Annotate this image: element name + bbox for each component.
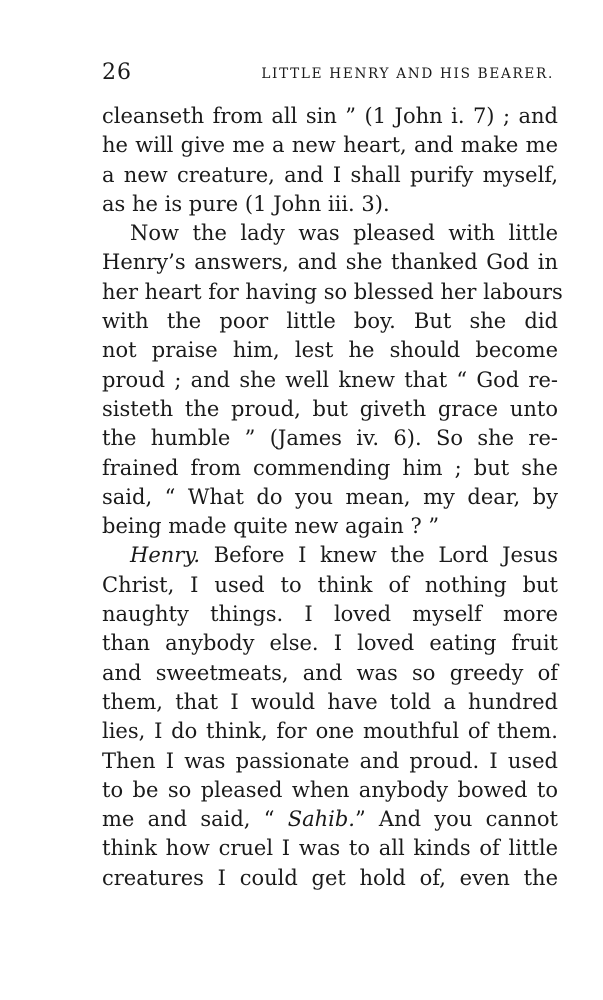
text-line: lies, I do think, for one mouthful of them. [102, 719, 558, 744]
body-text [102, 102, 563, 893]
speaker-name: Henry. [130, 543, 201, 568]
text-line: Then I was passionate and proud. I used [102, 748, 558, 773]
text-line: than anybody else. I loved eating fruit [102, 631, 558, 656]
text-line: frained from commending him ; but she [102, 455, 558, 480]
text-line-quote [102, 805, 558, 834]
text-line: Christ, I used to think of nothing but [102, 572, 558, 597]
page-header [102, 60, 558, 86]
text-line: to be so pleased when anybody bowed to [102, 777, 558, 802]
text-line: think how cruel I was to all kinds of little [102, 836, 558, 861]
text-line: with the poor little boy. But she did [102, 309, 558, 334]
text-line: being made quite new again ? ” [102, 514, 440, 539]
text-line: proud ; and she well knew that “ God re- [102, 367, 558, 392]
text-line: naughty things. I loved myself more [102, 602, 558, 627]
speaker-line-text: Before I knew the Lord Jesus [200, 543, 558, 568]
text-line-speaker [102, 541, 558, 570]
text-line: and sweetmeats, and was so greedy of [102, 660, 558, 685]
text-line: he will give me a new heart, and make me [102, 133, 558, 158]
text-line: as he is pure (1 John iii. 3). [102, 191, 390, 216]
quote-line-after: ” And you cannot [354, 807, 559, 832]
text-line: them, that I would have told a hundred [102, 689, 558, 714]
text-line: her heart for having so blessed her labours [102, 279, 563, 304]
text-line: Now the lady was pleased with little [130, 221, 558, 246]
running-head: LITTLE HENRY AND HIS BEARER. [261, 66, 554, 82]
text-line: sisteth the proud, but giveth grace unto [102, 396, 558, 421]
page-number: 26 [102, 60, 132, 85]
text-line: said, “ What do you mean, my dear, by [102, 484, 558, 509]
text-line: cleanseth from all sin ” (1 John i. 7) ; and [102, 104, 558, 128]
quote-italic-word: Sahib. [287, 807, 355, 832]
text-line: a new creature, and I shall purify myself, [102, 162, 558, 187]
text-line: Henry’s answers, and she thanked God in [102, 250, 558, 275]
text-line: creatures I could get hold of, even the [102, 865, 558, 890]
quote-line-before: me and said, “ [102, 807, 288, 832]
text-line: the humble ” (James iv. 6). So she re- [102, 426, 558, 451]
text-line: not praise him, lest he should become [102, 338, 558, 363]
